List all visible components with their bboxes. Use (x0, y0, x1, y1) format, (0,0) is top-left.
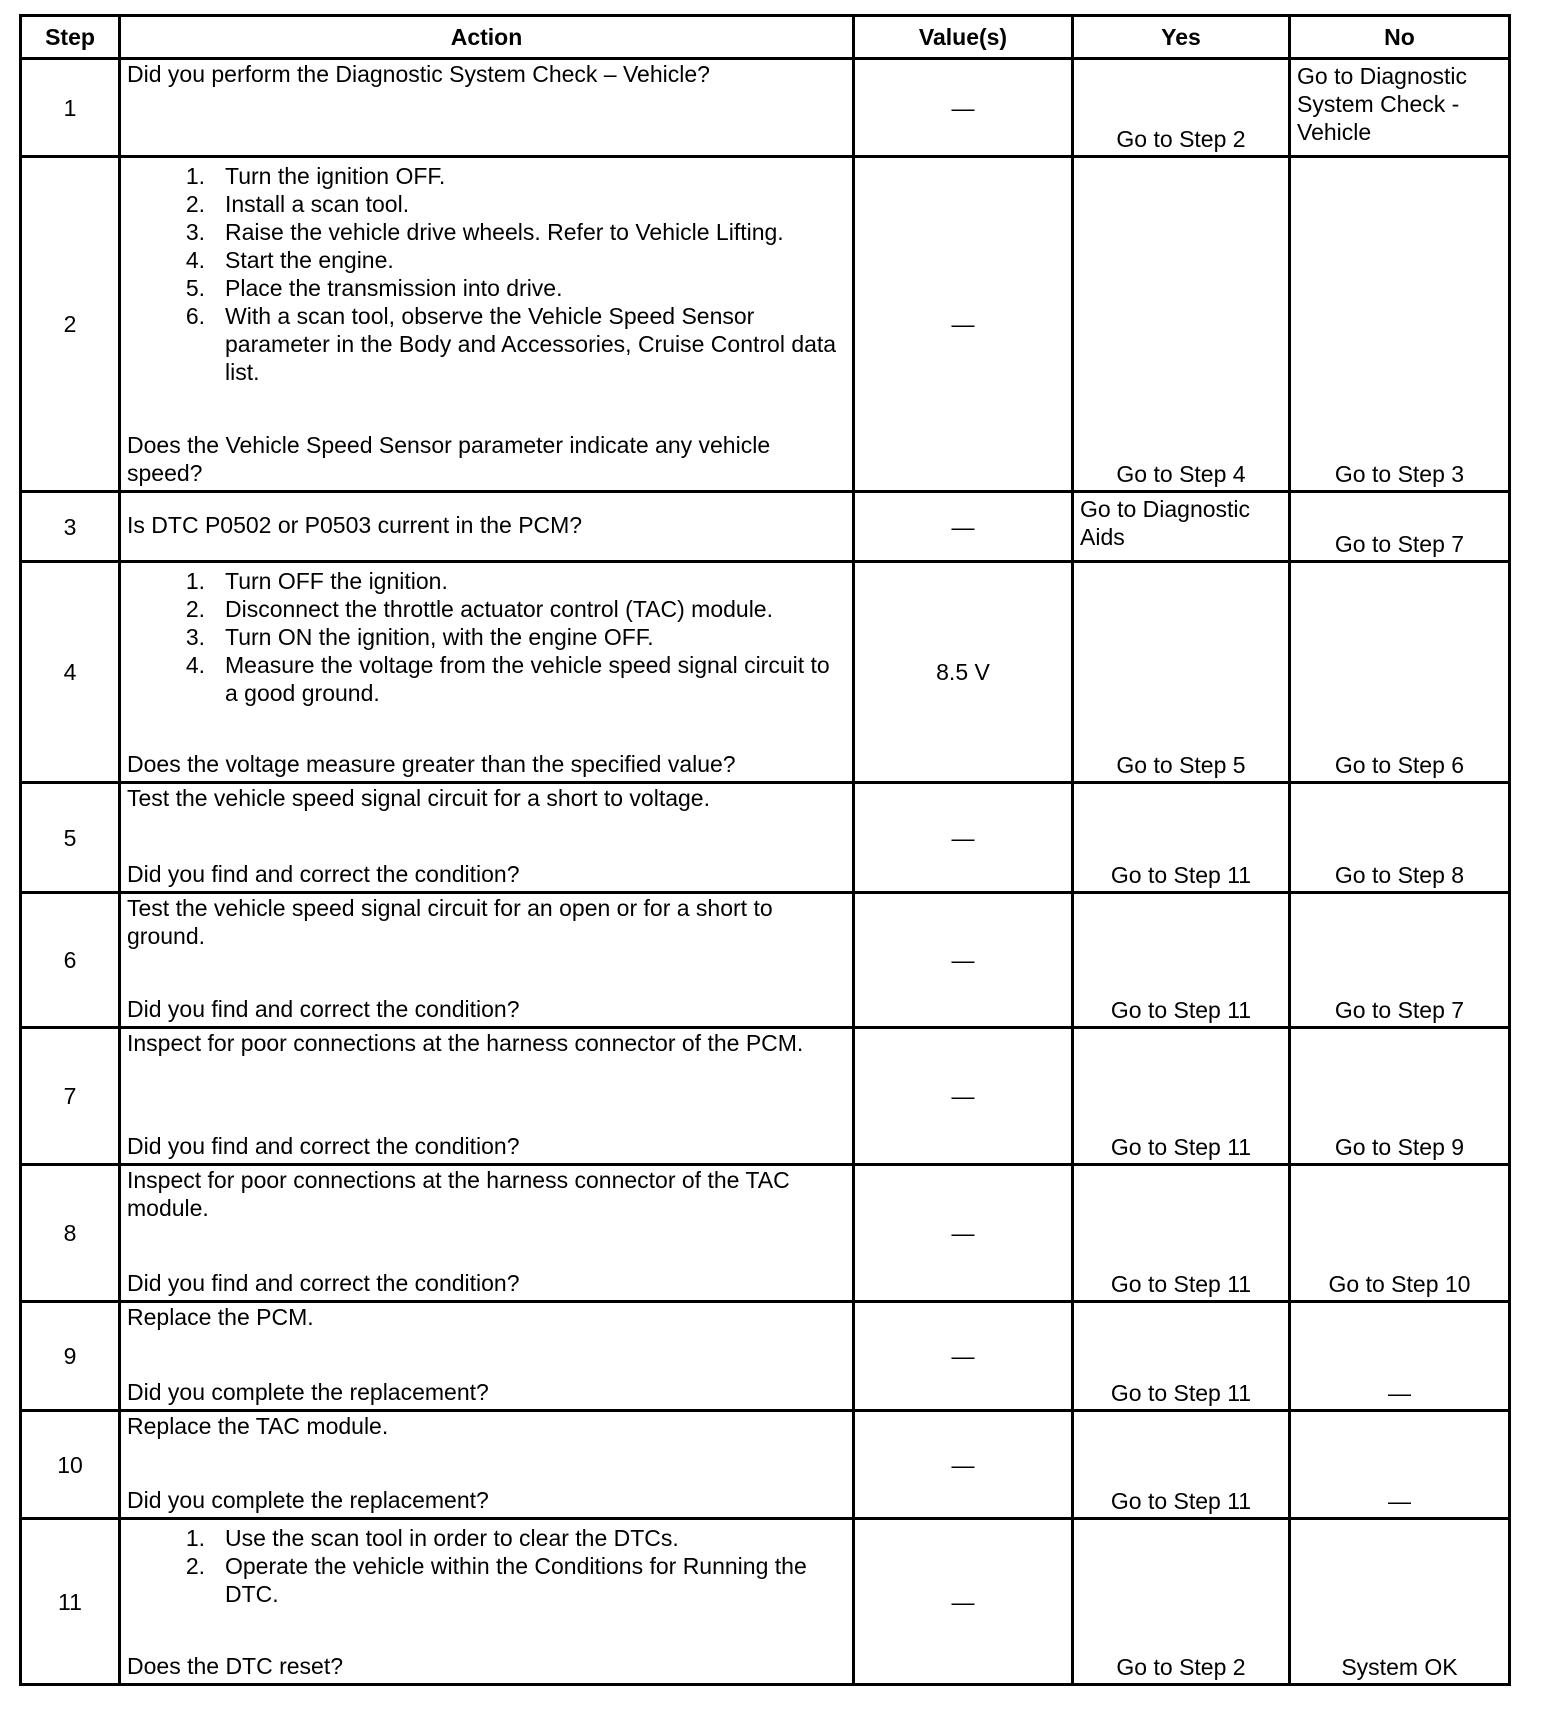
table-row (21, 1165, 1510, 1302)
action-cell (120, 157, 854, 492)
step-number: 11 (21, 1519, 120, 1685)
action-question: Did you complete the replacement? (127, 1487, 489, 1513)
yes-cell: Go to Step 11 (1073, 1411, 1290, 1519)
action-content (127, 784, 846, 888)
action-cell (120, 1519, 854, 1685)
step-number: 2 (21, 157, 120, 492)
no-cell: Go to Step 10 (1290, 1165, 1510, 1302)
table-row (21, 1028, 1510, 1165)
value-cell: — (854, 1519, 1073, 1685)
table-row (21, 157, 1510, 492)
header-row (21, 16, 1510, 59)
table-row (21, 783, 1510, 893)
table-row (21, 1302, 1510, 1411)
step-number: 9 (21, 1302, 120, 1411)
action-steps (127, 567, 846, 707)
yes-cell: Go to Step 11 (1073, 1165, 1290, 1302)
action-cell (120, 1411, 854, 1519)
no-cell: Go to Step 7 (1290, 893, 1510, 1028)
action-intro: Replace the TAC module. (127, 1413, 389, 1439)
value-cell: — (854, 492, 1073, 562)
no-cell: Go to Step 6 (1290, 562, 1510, 783)
action-intro: Test the vehicle speed signal circuit for a short to voltage. (127, 785, 710, 811)
header-no: No (1290, 16, 1510, 59)
header-step: Step (21, 16, 120, 59)
value-cell: — (854, 783, 1073, 893)
no-cell: Go to Step 8 (1290, 783, 1510, 893)
action-question: Does the voltage measure greater than the specified value? (127, 751, 736, 777)
action-question: Did you find and correct the condition? (127, 1270, 520, 1296)
action-question: Is DTC P0502 or P0503 current in the PCM? (127, 512, 583, 538)
action-question: Did you find and correct the condition? (127, 1133, 520, 1159)
yes-cell: Go to Step 11 (1073, 893, 1290, 1028)
action-cell (120, 1165, 854, 1302)
action-intro: Inspect for poor connections at the harness connector of the PCM. (127, 1030, 804, 1056)
action-content (127, 1029, 846, 1160)
action-question: Did you complete the replacement? (127, 1379, 489, 1405)
table-row (21, 59, 1510, 157)
action-content (127, 894, 846, 1023)
yes-cell: Go to Step 2 (1073, 59, 1290, 157)
step-number: 3 (21, 492, 120, 562)
step-number: 7 (21, 1028, 120, 1165)
table-row (21, 893, 1510, 1028)
step-number: 10 (21, 1411, 120, 1519)
value-cell: — (854, 1302, 1073, 1411)
action-question: Did you find and correct the condition? (127, 996, 520, 1022)
no-cell: Go to Step 3 (1290, 157, 1510, 492)
action-cell (120, 492, 854, 562)
table-row (21, 492, 1510, 562)
action-question: Does the Vehicle Speed Sensor parameter indicate any vehicle speed? (127, 432, 771, 486)
no-cell: — (1290, 1411, 1510, 1519)
header-values: Value(s) (854, 16, 1073, 59)
yes-cell: Go to Step 11 (1073, 1302, 1290, 1411)
action-question: Did you perform the Diagnostic System Check – Vehicle? (127, 61, 710, 87)
header-action: Action (120, 16, 854, 59)
action-step: 6. With a scan tool, observe the Vehicle Speed Sensor parameter in the Body and Accessories, Cruise Control data list. (185, 303, 837, 385)
action-content (127, 1303, 846, 1406)
action-cell (120, 893, 854, 1028)
action-content (127, 1166, 846, 1297)
no-cell: Go to Diagnostic System Check - Vehicle (1290, 59, 1510, 157)
action-intro: Inspect for poor connections at the harness connector of the TAC module. (127, 1167, 790, 1221)
value-cell: — (854, 893, 1073, 1028)
yes-cell: Go to Diagnostic Aids (1073, 492, 1290, 562)
action-intro: Test the vehicle speed signal circuit for an open or for a short to ground. (127, 895, 773, 949)
action-intro: Replace the PCM. (127, 1304, 314, 1330)
action-step: 2. Install a scan tool. (185, 191, 410, 217)
action-cell (120, 562, 854, 783)
table-row (21, 1519, 1510, 1685)
action-step: 5. Place the transmission into drive. (185, 275, 563, 301)
action-content (127, 563, 846, 778)
diagnostic-table (19, 14, 1511, 1686)
value-cell: — (854, 157, 1073, 492)
action-question: Does the DTC reset? (127, 1653, 344, 1679)
action-steps (127, 162, 846, 386)
action-step: 1. Turn the ignition OFF. (185, 163, 446, 189)
step-number: 8 (21, 1165, 120, 1302)
header-yes: Yes (1073, 16, 1290, 59)
yes-cell: Go to Step 4 (1073, 157, 1290, 492)
action-cell (120, 59, 854, 157)
action-content (127, 1412, 846, 1514)
action-cell (120, 1028, 854, 1165)
action-content (127, 158, 846, 487)
action-steps (127, 1524, 846, 1608)
action-step: 4. Measure the voltage from the vehicle speed signal circuit to a good ground. (185, 652, 830, 706)
step-number: 5 (21, 783, 120, 893)
action-step: 2. Disconnect the throttle actuator control (TAC) module. (185, 596, 773, 622)
table-row (21, 562, 1510, 783)
action-step: 3. Turn ON the ignition, with the engine OFF. (185, 624, 654, 650)
action-step: 2. Operate the vehicle within the Conditions for Running the DTC. (185, 1553, 807, 1607)
action-step: 1. Turn OFF the ignition. (185, 568, 448, 594)
value-cell: — (854, 1411, 1073, 1519)
action-content (127, 60, 846, 152)
action-content (127, 493, 846, 557)
no-cell: Go to Step 7 (1290, 492, 1510, 562)
no-cell: System OK (1290, 1519, 1510, 1685)
yes-cell: Go to Step 11 (1073, 783, 1290, 893)
action-question: Did you find and correct the condition? (127, 861, 520, 887)
no-cell: Go to Step 9 (1290, 1028, 1510, 1165)
table-row (21, 1411, 1510, 1519)
value-cell: — (854, 1165, 1073, 1302)
value-cell: — (854, 59, 1073, 157)
step-number: 6 (21, 893, 120, 1028)
yes-cell: Go to Step 2 (1073, 1519, 1290, 1685)
action-cell (120, 1302, 854, 1411)
action-step: 1. Use the scan tool in order to clear the DTCs. (185, 1525, 679, 1551)
value-cell: — (854, 1028, 1073, 1165)
no-cell: — (1290, 1302, 1510, 1411)
yes-cell: Go to Step 5 (1073, 562, 1290, 783)
value-cell: 8.5 V (854, 562, 1073, 783)
step-number: 1 (21, 59, 120, 157)
action-step: 3. Raise the vehicle drive wheels. Refer to Vehicle Lifting. (185, 219, 784, 245)
action-content (127, 1520, 846, 1680)
action-step: 4. Start the engine. (185, 247, 394, 273)
action-cell (120, 783, 854, 893)
yes-cell: Go to Step 11 (1073, 1028, 1290, 1165)
step-number: 4 (21, 562, 120, 783)
